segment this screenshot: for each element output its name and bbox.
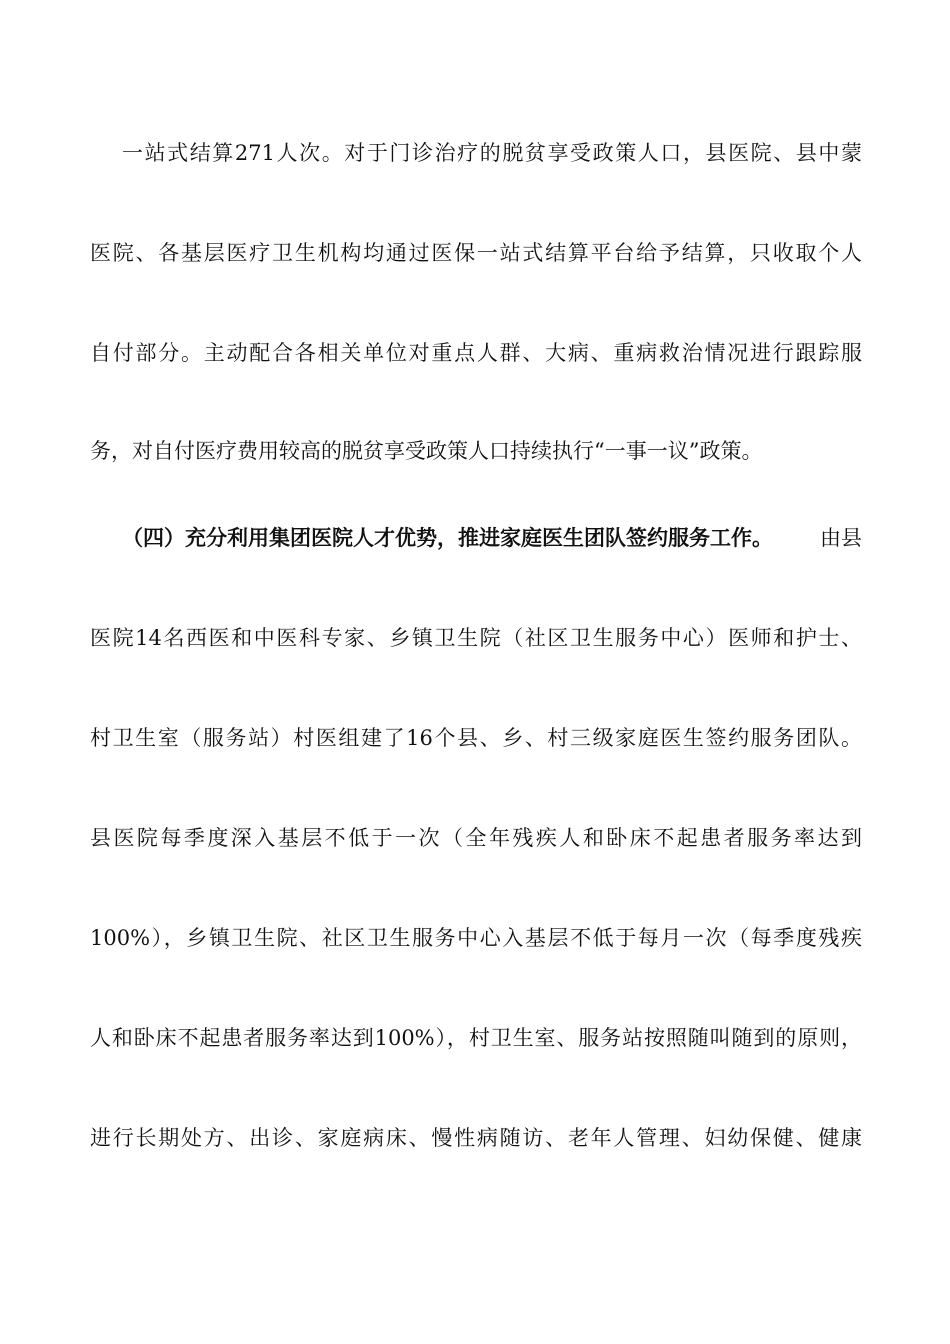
paragraph-line-1: 一站式结算271人次。对于门诊治疗的脱贫享受政策人口，县医院、县中蒙 (122, 141, 862, 165)
paragraph-line-7: 村卫生室（服务站）村医组建了16个县、乡、村三级家庭医生签约服务团队。 (90, 726, 862, 750)
section-heading: （四）充分利用集团医院人才优势，推进家庭医生团队签约服务工作。 (122, 525, 773, 550)
paragraph-line-11: 进行长期处方、出诊、家庭病床、慢性病随访、老年人管理、妇幼保健、健康 (90, 1126, 862, 1150)
section-heading-line (122, 524, 862, 552)
paragraph-line-10: 人和卧床不起患者服务率达到100%），村卫生室、服务站按照随叫随到的原则， (90, 1026, 862, 1050)
paragraph-line-2: 医院、各基层医疗卫生机构均通过医保一站式结算平台给予结算，只收取个人 (90, 241, 862, 265)
paragraph-line-6: 医院14名西医和中医科专家、乡镇卫生院（社区卫生服务中心）医师和护士、 (90, 626, 862, 650)
paragraph-line-8: 县医院每季度深入基层不低于一次（全年残疾人和卧床不起患者服务率达到 (90, 826, 862, 850)
paragraph-line-9: 100%），乡镇卫生院、社区卫生服务中心入基层不低于每月一次（每季度残疾 (90, 926, 862, 950)
paragraph-line-4: 务，对自付医疗费用较高的脱贫享受政策人口持续执行“一事一议”政策。 (90, 439, 763, 463)
section-heading-continuation: 由县 (820, 526, 862, 550)
paragraph-line-3: 自付部分。主动配合各相关单位对重点人群、大病、重病救治情况进行跟踪服 (90, 341, 862, 365)
